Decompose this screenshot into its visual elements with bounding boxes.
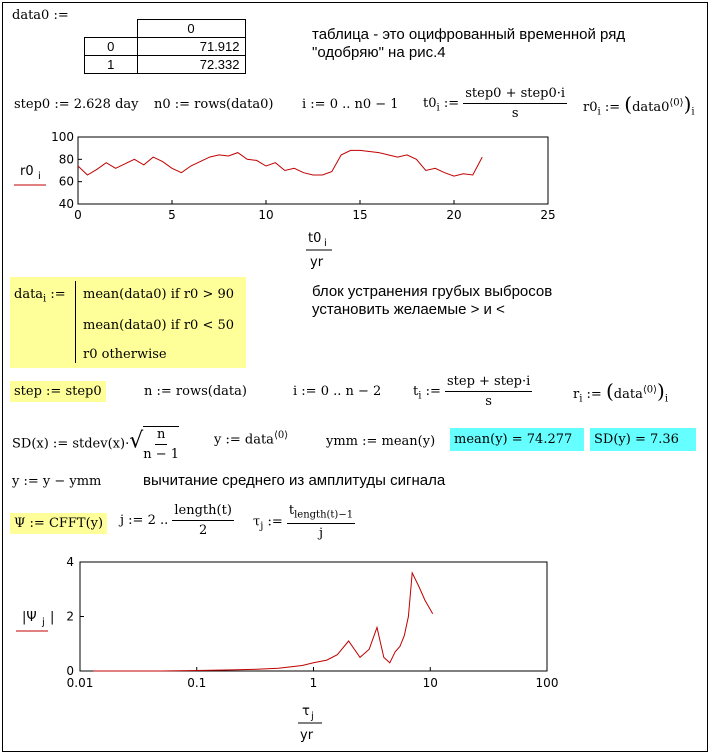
plot2-x-tick-label: 0.01	[66, 676, 94, 690]
note-table-description	[312, 26, 625, 62]
svg-text:i: i	[324, 238, 327, 249]
plot1-x-tick-label: 15	[352, 208, 368, 222]
sd-function-definition[interactable]: SD(x) := stdev(x)·√ $\frac{n}{n - 1}$	[12, 427, 180, 462]
r0-rhs: data0	[632, 100, 670, 115]
tau-numerator: $t_{length(t)-1}$	[287, 503, 355, 524]
j-fraction	[172, 503, 234, 538]
plot1-x-tick-label: 0	[74, 208, 82, 222]
r-rhs: data	[613, 387, 643, 402]
tau-lhs: τ	[253, 514, 261, 530]
plot2-x-tick-label: 100	[535, 676, 559, 690]
block-lhs: data$_i$ :=	[14, 287, 66, 305]
sd-numerator: n	[155, 427, 167, 445]
t0-definition[interactable]: $t0_i$ := $\frac{\text{step0 + step0·i}}{s}$	[423, 86, 566, 121]
table-cell[interactable]: 71.912	[137, 38, 245, 56]
plot1-series-line	[78, 150, 482, 176]
tau-definition[interactable]: $\tau_j$ := $\frac{t_{length(t)-1}}{j}$	[253, 503, 354, 541]
tau-fraction	[287, 503, 355, 541]
n0-definition[interactable]: n0 := rows(data0)	[154, 97, 274, 112]
t-definition[interactable]: $t_i$ := $\frac{\text{step + step·i}}{s}$	[413, 374, 531, 409]
time-series-plot[interactable]	[10, 130, 570, 272]
note-line: таблица - это оцифрованный временной ряд	[312, 26, 626, 43]
n-definition[interactable]: n := rows(data)	[144, 384, 247, 399]
svg-text:yr: yr	[300, 728, 314, 743]
block-line-otherwise: r0 otherwise	[83, 347, 167, 362]
plot2-series-line	[93, 573, 432, 671]
plot1-x-tick-label: 20	[446, 208, 462, 222]
plot2-x-tick-label: 0.1	[187, 676, 207, 690]
plot1-x-label	[306, 231, 332, 270]
plot2-axes-box	[80, 562, 547, 671]
psi-definition[interactable]: Ψ := CFFT(y)	[10, 513, 107, 534]
table-row-index: 1	[85, 56, 138, 74]
note-centering: вычитание среднего из амплитуды сигнала	[143, 472, 446, 489]
plot1-y-tick-label: 40	[58, 197, 74, 211]
ymm-definition[interactable]: ymm := mean(y)	[326, 434, 436, 449]
data0-definition[interactable]: data0 :=	[12, 8, 69, 23]
plot2-x-tick-label: 10	[422, 676, 438, 690]
plot2-y-tick-label: 0	[66, 664, 74, 678]
sd-result[interactable]: SD(y) = 7.36	[590, 428, 696, 451]
mean-result[interactable]: mean(y) = 74.277	[450, 428, 584, 451]
r-definition[interactable]: $r_i$ := $(data^{⟨0⟩})_i$	[573, 379, 669, 405]
table-row-index: 0	[85, 38, 138, 56]
y-definition[interactable]: y := data$^{⟨0⟩}$	[214, 430, 289, 448]
plot1-y-tick-label: 100	[51, 130, 74, 144]
y-def-text: y := data	[214, 432, 274, 448]
table-col-header: 0	[137, 20, 245, 38]
j-numerator: length(t)	[172, 503, 234, 521]
plot1-y-tick-label: 60	[58, 174, 74, 189]
table-cell[interactable]: 72.332	[137, 56, 245, 74]
j-denominator: 2	[199, 523, 208, 538]
svg-text:j: j	[42, 617, 45, 628]
plot1-y-label	[14, 164, 46, 185]
note-line: блок устранения грубых выбросов	[312, 283, 553, 300]
i-range-definition[interactable]: i := 0 .. n0 − 1	[302, 97, 399, 112]
spectrum-plot[interactable]	[10, 555, 570, 745]
plot2-y-label	[16, 610, 54, 631]
r-lhs: r	[573, 387, 580, 402]
svg-text:τ: τ	[302, 704, 310, 719]
outlier-block[interactable]	[10, 277, 246, 368]
note-line: "одобряю" на рис.4	[312, 44, 446, 61]
plot2-x-tick-label: 1	[309, 676, 318, 690]
y-centering-definition[interactable]: y := y − ymm	[12, 474, 102, 489]
t-lhs: t	[413, 384, 419, 399]
j-lhs: j := 2 ..	[120, 513, 169, 528]
plot1-x-tick-label: 25	[540, 208, 556, 222]
block-bracket	[75, 281, 76, 363]
svg-text:i: i	[38, 171, 41, 182]
plot2-y-tick-label: 4	[66, 555, 74, 569]
t0-lhs: t0	[423, 96, 437, 111]
sd-denominator: n − 1	[143, 447, 180, 462]
step-definition[interactable]: step := step0	[10, 381, 106, 402]
plot1-y-tick-label: 80	[58, 152, 74, 167]
sd-fraction	[143, 426, 179, 462]
r0-lhs: r0	[583, 100, 598, 115]
t0-fraction	[463, 86, 567, 121]
i2-range-definition[interactable]: i := 0 .. n − 2	[293, 384, 382, 399]
step0-definition[interactable]: step0 := 2.628 day	[14, 97, 139, 112]
data-table[interactable]	[84, 19, 246, 74]
plot1-x-tick-label: 10	[258, 208, 274, 222]
note-line: установить желаемые > и <	[312, 301, 505, 318]
svg-text:t0: t0	[308, 231, 322, 246]
t0-numerator: step0 + step0·i	[463, 86, 567, 104]
svg-text:j: j	[311, 711, 314, 722]
tau-denominator: j	[318, 525, 323, 541]
plot2-y-tick-label: 2	[66, 609, 74, 624]
sd-lhs: SD(x) := stdev(x)·	[12, 436, 130, 452]
block-line-lt: mean(data0) if r0 < 50	[83, 318, 235, 333]
svg-text:|: |	[50, 610, 55, 625]
svg-text:|Ψ: |Ψ	[22, 610, 37, 625]
note-outliers	[312, 283, 552, 319]
svg-text:yr: yr	[310, 255, 324, 270]
plot2-x-label	[298, 704, 322, 743]
r0-definition[interactable]: $r0_i$ := $(data0^{⟨0⟩})_i$	[583, 92, 695, 118]
svg-text:r0: r0	[20, 164, 34, 179]
plot1-axes-box	[78, 137, 548, 204]
t-fraction	[445, 374, 532, 409]
plot1-x-tick-label: 5	[168, 208, 176, 222]
t-denominator: s	[485, 394, 492, 409]
j-range-definition[interactable]	[120, 503, 234, 538]
t-numerator: step + step·i	[445, 374, 532, 392]
block-line-gt: mean(data0) if r0 > 90	[83, 287, 235, 302]
t0-denominator: s	[511, 106, 519, 121]
